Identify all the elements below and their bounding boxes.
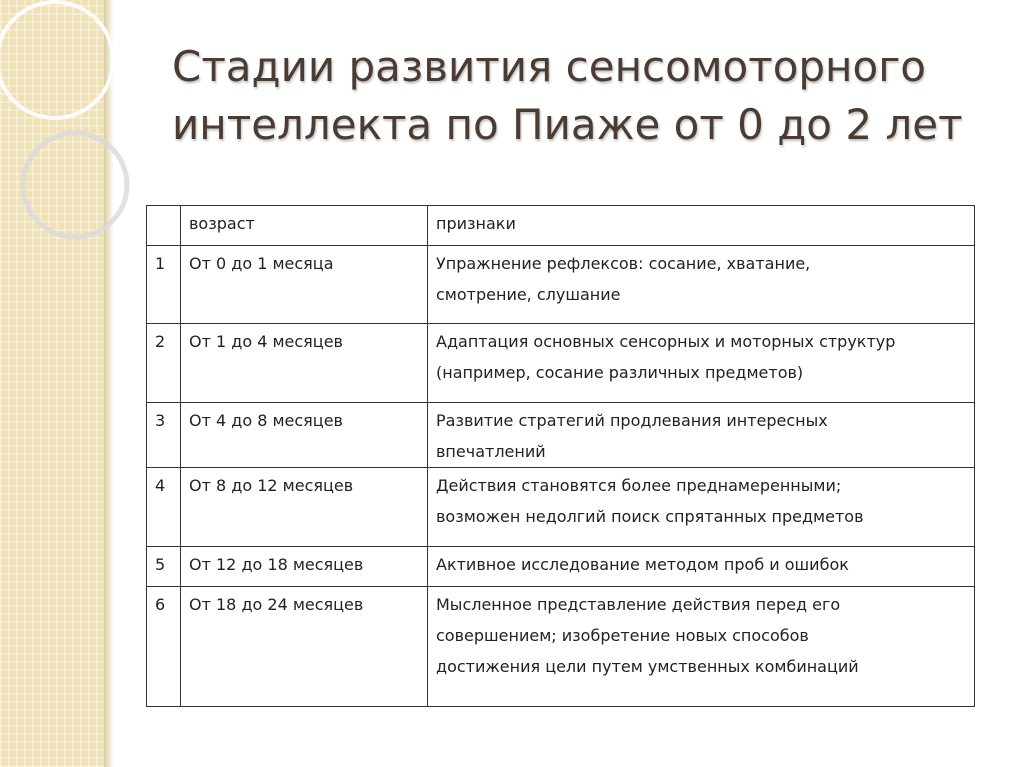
signs-line: достижения цели путем умственных комбинаций: [436, 657, 859, 676]
signs-line: Адаптация основных сенсорных и моторных структур: [436, 332, 896, 351]
table-row: [147, 324, 975, 403]
signs-line: смотрение, слушание: [436, 285, 621, 304]
stages-table-wrapper: [146, 205, 975, 707]
decorative-circles: [0, 0, 140, 300]
row-number: 4: [147, 468, 181, 547]
table-row: [147, 547, 975, 587]
row-signs: [428, 468, 975, 547]
table-row: [147, 587, 975, 707]
row-age: От 8 до 12 месяцев: [181, 468, 428, 547]
signs-line: (например, сосание различных предметов): [436, 363, 804, 382]
header-signs: признаки: [428, 206, 975, 246]
row-age: От 18 до 24 месяцев: [181, 587, 428, 707]
title-line-1: Стадии развития сенсомоторного: [172, 42, 926, 91]
row-signs: [428, 324, 975, 403]
signs-line: Развитие стратегий продлевания интересных: [436, 411, 828, 430]
signs-line: впечатлений: [436, 442, 546, 461]
signs-line: Активное исследование методом проб и ошибок: [436, 555, 849, 574]
row-number: 2: [147, 324, 181, 403]
row-age: От 0 до 1 месяца: [181, 246, 428, 324]
table-row: [147, 246, 975, 324]
row-signs: [428, 246, 975, 324]
signs-line: Мысленное представление действия перед его: [436, 595, 841, 614]
page-title: [172, 38, 1002, 154]
title-line-2: интеллекта по Пиаже от 0 до 2 лет: [172, 100, 963, 149]
row-age: От 1 до 4 месяцев: [181, 324, 428, 403]
signs-line: совершением; изобретение новых способов: [436, 626, 809, 645]
row-number: 1: [147, 246, 181, 324]
stages-table: [146, 205, 975, 707]
table-header-row: [147, 206, 975, 246]
row-signs: [428, 587, 975, 707]
row-age: От 4 до 8 месяцев: [181, 403, 428, 468]
decorative-circle-small: [23, 133, 127, 237]
row-number: 3: [147, 403, 181, 468]
decorative-circle-large: [0, 2, 113, 118]
signs-line: возможен недолгий поиск спрятанных предметов: [436, 507, 864, 526]
signs-line: Действия становятся более преднамеренными;: [436, 476, 842, 495]
row-signs: [428, 403, 975, 468]
row-number: 5: [147, 547, 181, 587]
signs-line: Упражнение рефлексов: сосание, хватание,: [436, 254, 811, 273]
table-row: [147, 468, 975, 547]
header-number: [147, 206, 181, 246]
row-number: 6: [147, 587, 181, 707]
row-age: От 12 до 18 месяцев: [181, 547, 428, 587]
header-age: возраст: [181, 206, 428, 246]
table-row: [147, 403, 975, 468]
row-signs: [428, 547, 975, 587]
